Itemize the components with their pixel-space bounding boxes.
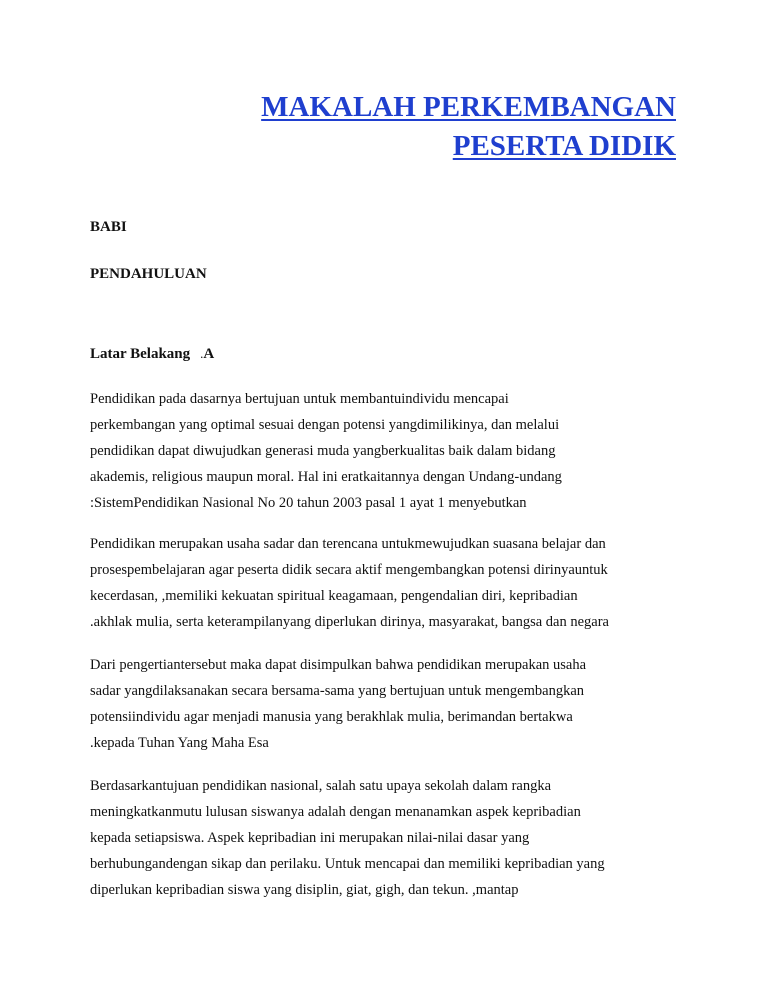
paragraph-line: akademis, religious maupun moral. Hal ini eratkaitannya dengan Undang-undang [90,469,562,485]
paragraph-line: perkembangan yang optimal sesuai dengan potensi yangdimilikinya, dan melalui [90,417,560,433]
paragraph-4 [90,776,650,906]
section-marker-letter: A [203,346,215,362]
title-line-1: MAKALAH PERKEMBANGAN [261,91,676,123]
section-heading [90,344,214,364]
paragraph-line: potensiindividu agar menjadi manusia yang berakhlak mulia, berimandan bertakwa [90,709,573,725]
paragraph-line: sadar yangdilaksanakan secara bersama-sama yang bertujuan untuk mengembangkan [90,683,585,699]
paragraph-line: prosespembelajaran agar peserta didik secara aktif mengembangkan potensi dirinyauntuk [90,562,608,578]
paragraph-line: Berdasarkantujuan pendidikan nasional, salah satu upaya sekolah dalam rangka [90,778,552,794]
paragraph-line: Pendidikan merupakan usaha sadar dan terencana untukmewujudkan suasana belajar dan [90,536,606,552]
paragraph-line: kepada setiapsiswa. Aspek kepribadian ini merupakan nilai-nilai dasar yang [90,830,530,846]
title-line-2: PESERTA DIDIK [452,130,676,162]
paragraph-line: .kepada Tuhan Yang Maha Esa [90,735,269,751]
paragraph-line: berhubungandengan sikap dan perilaku. Untuk mencapai dan memiliki kepribadian yang [90,856,605,872]
paragraph-1 [90,389,650,519]
section-marker-dot: . [200,346,204,361]
paragraph-3 [90,655,650,759]
paragraph-2 [90,534,650,638]
paragraph-line: pendidikan dapat diwujudkan generasi muda yangberkualitas baik dalam bidang [90,443,556,459]
paragraph-line: kecerdasan, ,memiliki kekuatan spiritual keagamaan, pengendalian diri, kepribadian [90,588,578,604]
paragraph-line: .akhlak mulia, serta keterampilanyang diperlukan dirinya, masyarakat, bangsa dan negara [90,614,609,630]
paragraph-line: Pendidikan pada dasarnya bertujuan untuk membantuindividu mencapai [90,391,509,407]
paragraph-line: Dari pengertiantersebut maka dapat disimpulkan bahwa pendidikan merupakan usaha [90,657,587,673]
chapter-heading: BABI [90,219,127,235]
document-title [261,88,676,166]
paragraph-line: diperlukan kepribadian siswa yang disiplin, giat, gigh, dan tekun. ,mantap [90,882,519,898]
paragraph-line: meningkatkanmutu lulusan siswanya adalah dengan menanamkan aspek kepribadian [90,804,581,820]
section-title: Latar Belakang [90,346,191,362]
paragraph-line: :SistemPendidikan Nasional No 20 tahun 2003 pasal 1 ayat 1 menyebutkan [90,495,527,511]
chapter-title: PENDAHULUAN [90,266,207,282]
section-marker [200,346,214,361]
